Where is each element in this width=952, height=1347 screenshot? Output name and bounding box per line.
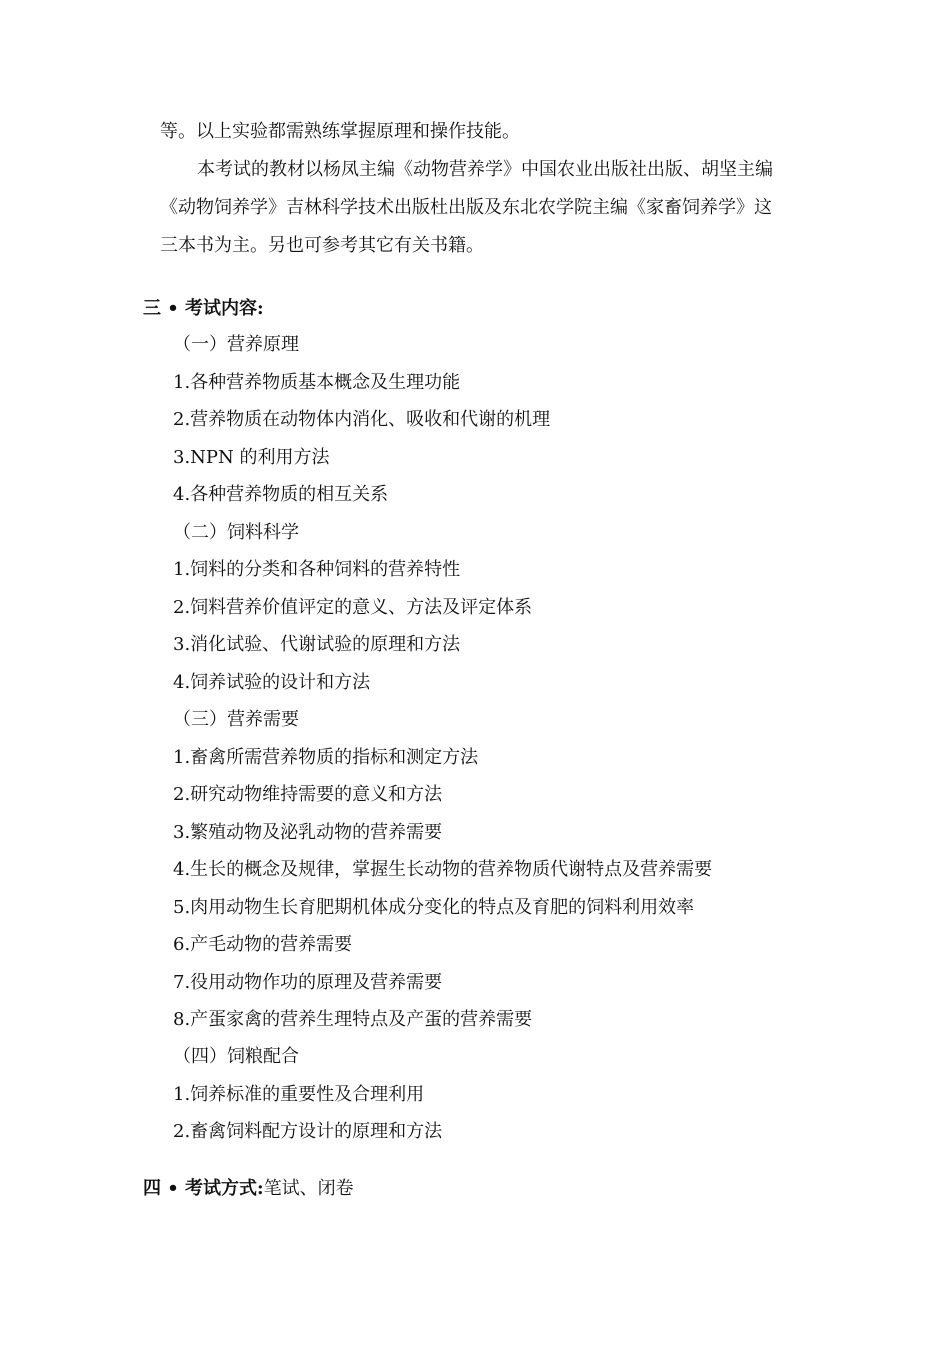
list-item: 1.畜禽所需营养物质的指标和测定方法	[173, 747, 479, 768]
group-2-title: （二）饲料科学	[173, 522, 299, 543]
list-item: 5.肉用动物生长育肥期机体成分变化的特点及育肥的饲料利用效率	[173, 897, 695, 918]
list-item: 6.产毛动物的营养需要	[173, 934, 353, 955]
intro-line-2: 本考试的教材以杨凤主编《动物营养学》中国农业出版社出版、胡坚主编	[197, 159, 773, 180]
section-4-title: 四 • 考试方式:	[143, 1178, 264, 1199]
intro-line-1: 等。以上实验都需熟练掌握原理和操作技能。	[160, 121, 520, 142]
list-item: 1.饲养标准的重要性及合理利用	[173, 1084, 425, 1105]
group-1-title: （一）营养原理	[173, 334, 299, 355]
intro-line-3: 《动物饲养学》吉林科学技术出版杜出版及东北农学院主编《家畜饲养学》这	[160, 197, 772, 218]
list-item: 4.生长的概念及规律，掌握生长动物的营养物质代谢特点及营养需要	[173, 859, 713, 880]
list-item: 7.役用动物作功的原理及营养需要	[173, 972, 443, 993]
list-item: 3.消化试验、代谢试验的原理和方法	[173, 634, 461, 655]
list-item: 8.产蛋家禽的营养生理特点及产蛋的营养需要	[173, 1009, 533, 1030]
list-item: 2.研究动物维持需要的意义和方法	[173, 784, 443, 805]
list-item: 2.营养物质在动物体内消化、吸收和代谢的机理	[173, 409, 551, 430]
section-4-heading	[143, 1177, 354, 1201]
group-4-title: （四）饲粮配合	[173, 1046, 299, 1067]
exam-method-value: 笔试、闭卷	[263, 1178, 354, 1199]
section-3-heading: 三 • 考试内容:	[143, 298, 264, 319]
list-item: 4.各种营养物质的相互关系	[173, 484, 389, 505]
list-item: 4.饲养试验的设计和方法	[173, 672, 371, 693]
list-item: 2.畜禽饲料配方设计的原理和方法	[173, 1121, 443, 1142]
list-item: 1.各种营养物质基本概念及生理功能	[173, 372, 461, 393]
list-item: 2.饲料营养价值评定的意义、方法及评定体系	[173, 597, 533, 618]
list-item: 3.NPN 的利用方法	[173, 447, 330, 468]
list-item: 3.繁殖动物及泌乳动物的营养需要	[173, 822, 443, 843]
list-item: 1.饲料的分类和各种饲料的营养特性	[173, 559, 461, 580]
group-3-title: （三）营养需要	[173, 709, 299, 730]
intro-line-4: 三本书为主。另也可参考其它有关书籍。	[160, 235, 484, 256]
